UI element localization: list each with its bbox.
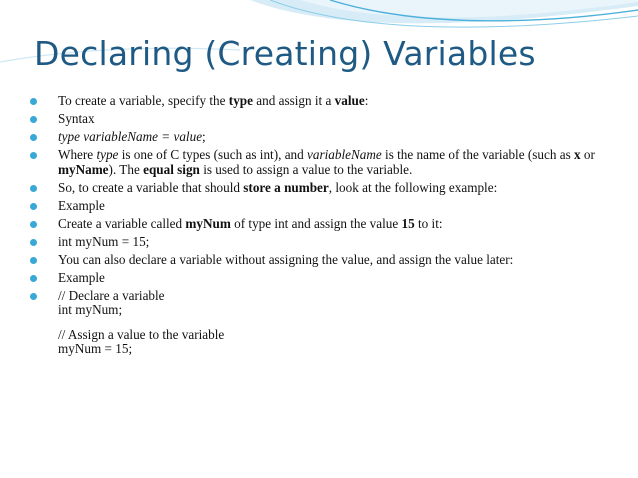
bullet-text-segment: Create a variable called [58,215,186,231]
bullet-text-segment: or [580,147,595,162]
bullet-item [28,112,618,127]
bullet-text-segment: value [334,93,365,108]
bullet-item [28,148,618,177]
bullet-item [28,271,618,286]
bullet-text-segment: type [96,147,119,162]
bullet-dot-icon [30,257,37,264]
bullet-text-segment: to it: [414,215,443,231]
slide-title: Declaring (Creating) Variables [34,34,536,73]
bullet-text-segment: is the name of the variable (such as [381,147,574,162]
bullet-dot-icon [30,152,37,159]
bullet-text-segment: Syntax [58,111,95,126]
bullet-text-segment: ; [202,129,206,144]
bullet-text-segment: ). The [108,161,144,177]
bullet-text-segment: , look at the following example: [328,179,498,195]
bullet-text-segment: myName [58,161,109,177]
bullet-text-segment: = [157,129,174,144]
bullet-text-segment: variableName [307,147,382,162]
bullet-text-segment: x [574,147,581,162]
bullet-text-segment: myNum [185,215,231,231]
bullet-item [28,289,618,357]
bullet-item [28,253,618,268]
bullet-text-segment: Example [58,197,105,213]
code-line: // Declare a variable [58,287,165,303]
bullet-text-segment: type [228,93,253,108]
bullet-dot-icon [30,203,37,210]
bullet-dot-icon [30,134,37,141]
bullet-dot-icon [30,275,37,282]
bullet-dot-icon [30,185,37,192]
bullet-item [28,217,618,232]
bullet-item [28,130,618,145]
bullet-text-segment: To create a variable, specify the [58,93,229,108]
bullet-item [28,94,618,109]
bullet-item [28,199,618,214]
bullet-dot-icon [30,116,37,123]
bullet-text-segment: equal sign [143,161,200,177]
bullet-text-segment: So, to create a variable that should [58,179,244,195]
code-line: int myNum; [58,302,123,317]
bullet-dot-icon [30,221,37,228]
bullet-text-segment: Example [58,269,105,285]
bullet-text-segment: You can also declare a variable without assigning the value, and assign the value later: [58,251,514,267]
bullet-text-segment: and assign it a [252,93,335,108]
bullet-dot-icon [30,293,37,300]
bullet-text-segment: : [364,93,369,108]
bullet-text-segment: 15 [401,215,415,231]
bullet-text-segment: store a number [243,179,329,195]
line-spacer [58,318,618,328]
bullet-text-segment: of type int and assign the value [230,215,402,231]
bullet-dot-icon [30,98,37,105]
code-line: // Assign a value to the variable [58,326,225,342]
bullet-text-segment: Where [58,147,97,162]
bullet-text-segment: is one of C types (such as int), and [118,147,308,162]
bullet-text-segment: type variableName [58,129,158,144]
bullet-item [28,181,618,196]
bullet-text-segment: value [173,129,203,144]
bullet-list [28,94,618,360]
bullet-dot-icon [30,239,37,246]
bullet-text-segment: int myNum = 15; [58,233,150,249]
code-line: myNum = 15; [58,341,133,356]
bullet-item [28,235,618,250]
bullet-text-segment: is used to assign a value to the variable. [199,161,413,177]
